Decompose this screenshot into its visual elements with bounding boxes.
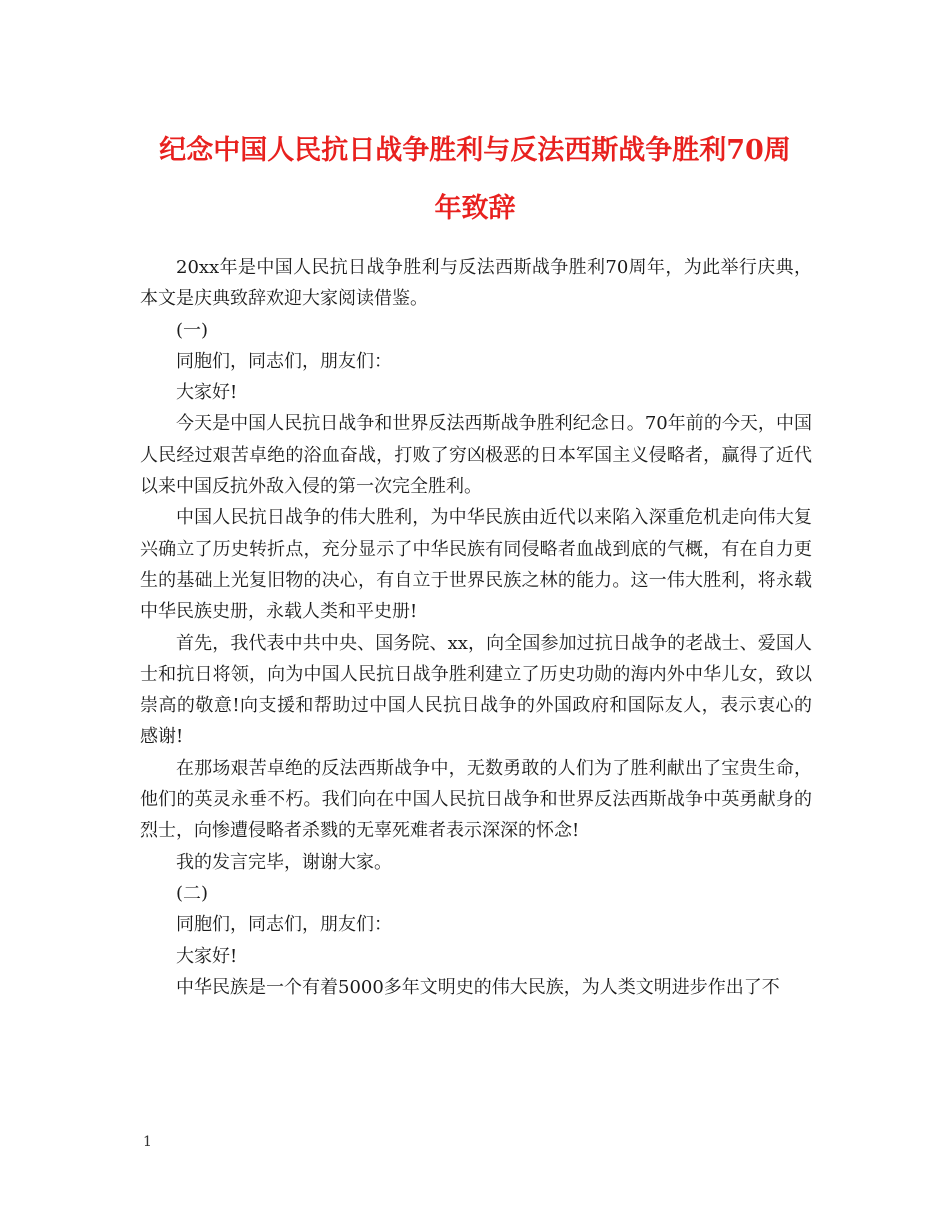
closing-remark: 我的发言完毕，谢谢大家。 (176, 851, 392, 873)
salutation: 同胞们，同志们，朋友们： (176, 914, 392, 936)
title-line-2: 年致辞 (434, 193, 516, 224)
paragraph: 中国人民抗日战争的伟大胜利，为中华民族由近代以来陷入深重危机走向伟大复兴确立了历史转折点，充分显示了中华民族有同侵略者血战到底的气概，有在自力更生的基础上光复旧物的决心，有自立于世界民族之林的能力。这一伟大胜利，将永载中华民族史册，永载人类和平史册! (140, 507, 812, 623)
salutation: 同胞们，同志们，朋友们： (176, 350, 392, 372)
section-heading-2: (二) (176, 882, 209, 904)
paragraph-intro: 20xx年是中国人民抗日战争胜利与反法西斯战争胜利70周年，为此举行庆典，本文是庆典致辞欢迎大家阅读借鉴。 (140, 257, 812, 310)
document-body (140, 252, 812, 1003)
paragraph: 中华民族是一个有着5000多年文明史的伟大民族，为人类文明进步作出了不 (176, 976, 780, 998)
paragraph: 在那场艰苦卓绝的反法西斯战争中，无数勇敢的人们为了胜利献出了宝贵生命，他们的英灵永垂不朽。我们向在中国人民抗日战争和世界反法西斯战争中英勇献身的烈士，向惨遭侵略者杀戮的无辜死难者表示深深的怀念! (140, 757, 812, 842)
paragraph: 首先，我代表中共中央、国务院、xx，向全国参加过抗日战争的老战士、爱国人士和抗日将领，向为中国人民抗日战争胜利建立了历史功勋的海内外中华儿女，致以崇高的敬意!向支援和帮助过中国人民抗日战争的外国政府和国际友人，表示衷心的感谢! (140, 632, 812, 748)
greeting: 大家好! (176, 382, 238, 404)
greeting: 大家好! (176, 945, 238, 967)
page-number: 1 (143, 1134, 152, 1150)
section-heading-1: (一) (176, 319, 209, 341)
paragraph: 今天是中国人民抗日战争和世界反法西斯战争胜利纪念日。70年前的今天，中国人民经过艰苦卓绝的浴血奋战，打败了穷凶极恶的日本军国主义侵略者，赢得了近代以来中国反抗外敌入侵的第一次完全胜利。 (140, 413, 812, 498)
title-line-1: 纪念中国人民抗日战争胜利与反法西斯战争胜利70周 (159, 135, 791, 166)
document-title (120, 122, 830, 238)
